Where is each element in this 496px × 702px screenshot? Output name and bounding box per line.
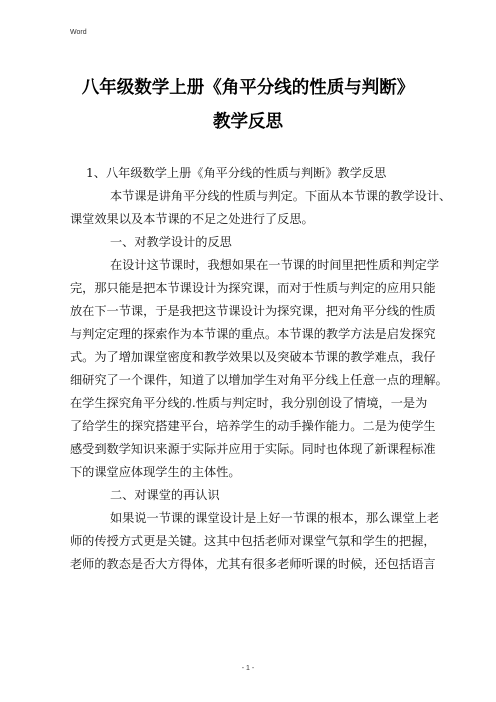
paragraph-line: 课堂效果以及本节课的不足之处进行了反思。: [70, 212, 314, 226]
paragraph-line: 感受到数学知识来源于实际并应用于实际。同时也体现了新课程标准: [70, 442, 436, 456]
paragraph-line: 本节课是讲角平分线的性质与判定。下面从本节课的教学设计、: [110, 189, 452, 203]
header-label: Word: [70, 29, 87, 36]
paragraph-line: 在设计这节课时，我想如果在一节课的时间里把性质和判定学: [110, 258, 440, 272]
document-title-line-1: 八年级数学上册《角平分线的性质与判断》: [81, 78, 415, 98]
page-number: - 1 -: [241, 665, 255, 672]
paragraph-line: 细研究了一个课件，知道了以增加学生对角平分线上任意一点的理解。: [70, 373, 448, 387]
paragraph-line: 式。为了增加课堂密度和教学效果以及突破本节课的教学难点，我仔: [70, 350, 436, 364]
paragraph-line: 如果说一节课的课堂设计是上好一节课的根本，那么课堂上老: [110, 511, 440, 525]
document-title-line-2: 教学反思: [213, 112, 283, 132]
paragraph-line: 老师的教态是否大方得体，尤其有很多老师听课的时候，还包括语言: [70, 557, 436, 571]
paragraph-line: 师的传授方式更是关键。这其中包括老师对课堂气氛和学生的把握，: [70, 534, 436, 548]
paragraph-line: 下的课堂应体现学生的主体性。: [70, 465, 241, 479]
paragraph-line: 完，那只能是把本节课设计为探究课，而对于性质与判定的应用只能: [70, 281, 436, 295]
paragraph-line: 了给学生的探究搭建平台，培养学生的动手操作能力。二是为使学生: [70, 419, 436, 433]
paragraph-line: 1、八年级数学上册《角平分线的性质与判断》教学反思: [86, 166, 387, 180]
paragraph-line: 与判定定理的探索作为本节课的重点。本节课的教学方法是启发探究: [70, 327, 436, 341]
paragraph-line: 在学生探究角平分线的.性质与判定时，我分别创设了情境，一是为: [70, 396, 428, 410]
section-heading: 一、对教学设计的反思: [110, 235, 232, 249]
section-heading: 二、对课堂的再认识: [110, 488, 220, 502]
paragraph-line: 放在下一节课，于是我把这节课设计为探究课，把对角平分线的性质: [70, 304, 436, 318]
